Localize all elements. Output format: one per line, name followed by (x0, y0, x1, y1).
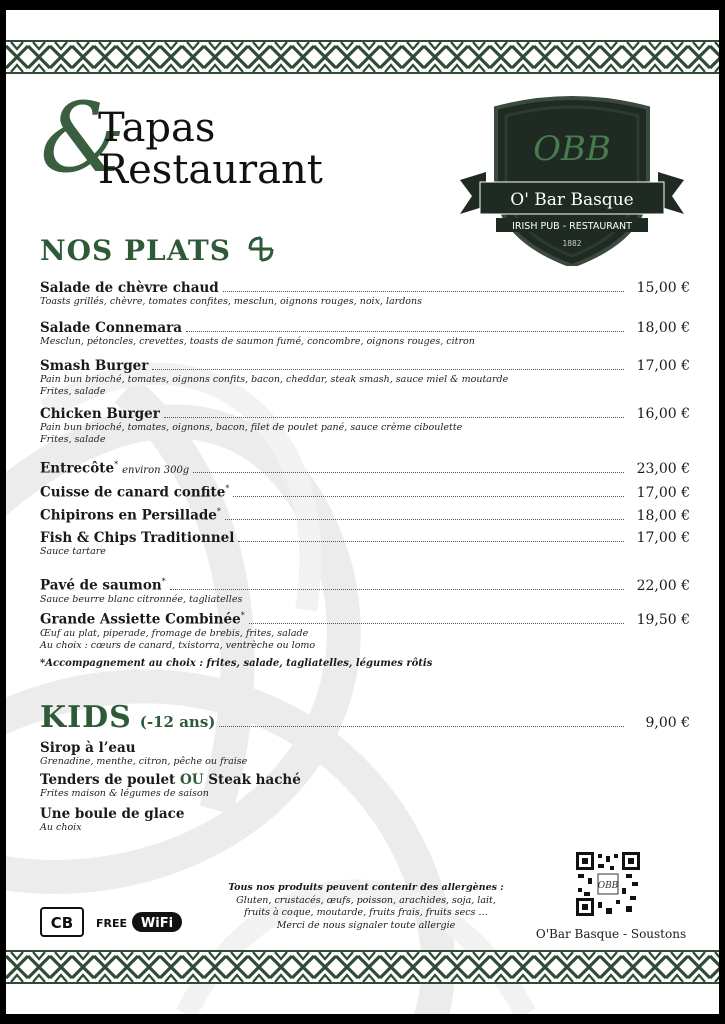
title-tapas: Tapas (98, 105, 216, 151)
menu-item-desc: Sauce beurre blanc citronnée, tagliatelles (40, 593, 243, 605)
menu-item-price: 16,00 € (636, 406, 690, 422)
kids-item (40, 772, 690, 800)
title-restaurant: Restaurant (98, 147, 323, 193)
menu-item-price: 18,00 € (636, 507, 690, 524)
menu-item-name (40, 507, 221, 524)
leader-dots (238, 541, 624, 542)
basque-cross-icon (246, 235, 276, 263)
allergens-line: Gluten, crustacés, œufs, poisson, arachides, soja, lait, (236, 894, 496, 906)
leader-dots (152, 369, 624, 370)
menu-item-name-text: Entrecôte (40, 460, 115, 477)
menu-item-name-text: Grande Assiette Combinée (40, 611, 241, 628)
kids-price: 9,00 € (645, 715, 690, 731)
menu-item-name (40, 320, 182, 336)
menu-item-price: 17,00 € (636, 530, 690, 546)
qr-code (576, 852, 640, 916)
menu-item (40, 358, 690, 398)
svg-text:FREE: FREE (96, 917, 128, 930)
kids-header (40, 700, 690, 735)
allergens-line: Merci de nous signaler toute allergie (276, 919, 456, 931)
allergens-notice (216, 882, 516, 932)
kids-item-name-a: Tenders de poulet (40, 772, 176, 788)
kids-title: KIDS (40, 700, 132, 735)
section-title-plats (40, 234, 276, 267)
menu-item-name (40, 577, 166, 594)
menu-item-desc: Frites, salade (40, 386, 106, 397)
menu-item-name (40, 358, 148, 374)
kids-item (40, 806, 690, 834)
menu-item-desc: Sauce tartare (40, 546, 106, 557)
kids-age: (-12 ans) (139, 713, 216, 731)
menu-item-name-text: Fish & Chips Traditionnel (40, 530, 235, 546)
menu-item (40, 320, 690, 348)
menu-item (40, 507, 690, 524)
menu-item (40, 611, 690, 652)
menu-item-desc: Frites, salade (40, 434, 106, 445)
menu-item-price: 17,00 € (636, 358, 690, 374)
kids-item-name: Sirop à l’eau (40, 740, 136, 756)
menu-item (40, 484, 690, 501)
menu-item-star: * (161, 577, 166, 586)
menu-item (40, 280, 690, 308)
kids-item-name (40, 772, 690, 788)
menu-item-star: * (114, 460, 119, 469)
svg-text:WiFi: WiFi (140, 916, 174, 931)
menu-item-note: environ 300g (122, 464, 190, 476)
title-ampersand: & (40, 82, 126, 194)
allergens-line: fruits à coque, moutarde, fruits frais, fruits secs … (244, 907, 488, 918)
menu-item-desc: Au choix : cœurs de canard, txistorra, ventrèche ou lomo (40, 639, 316, 651)
menu-item-desc: Œuf au plat, piperade, fromage de brebis, frites, salade (40, 627, 309, 639)
menu-item-star: * (216, 507, 221, 516)
cb-card-icon (40, 907, 84, 937)
menu-sheet (6, 10, 719, 1014)
celtic-knot-border-top (6, 40, 719, 74)
svg-text:OBB: OBB (597, 881, 619, 891)
menu-item-star: * (240, 611, 245, 620)
menu-item-name-text: Chicken Burger (40, 406, 160, 422)
allergens-head: Tous nos produits peuvent contenir des allergènes : (228, 882, 504, 893)
leader-dots (225, 519, 624, 520)
logo-monogram: OBB (533, 129, 611, 169)
kids-item-desc: Au choix (40, 822, 82, 833)
menu-item-desc: Pain bun brioché, tomates, oignons confits, bacon, cheddar, steak smash, sauce miel & moutarde (40, 374, 509, 385)
leader-dots (223, 291, 624, 292)
kids-item-name-b: Steak haché (208, 772, 301, 788)
menu-item-price: 19,50 € (636, 611, 690, 628)
kids-item-desc: Frites maison & légumes de saison (40, 788, 209, 799)
wifi-icon (96, 908, 186, 936)
menu-item-name (40, 460, 189, 477)
menu-item-desc: Pain bun brioché, tomates, oignons, bacon, filet de poulet pané, sauce crème ciboulette (40, 422, 463, 433)
menu-item-name-text: Salade de chèvre chaud (40, 280, 219, 296)
menu-item (40, 460, 690, 477)
leader-dots (233, 496, 624, 497)
celtic-knot-border-bottom (6, 950, 719, 984)
menu-item-name-text: Pavé de saumon (40, 577, 162, 594)
logo-year: 1882 (562, 239, 582, 248)
accompaniment-footnote: *Accompagnement au choix : frites, salade, tagliatelles, légumes rôtis (40, 658, 433, 669)
menu-item-name (40, 530, 234, 546)
signature: O'Bar Basque - Soustons (535, 927, 687, 941)
title-block (40, 82, 380, 218)
logo-name: O' Bar Basque (510, 190, 634, 210)
menu-item-name (40, 611, 245, 628)
menu-item-price: 18,00 € (636, 320, 690, 336)
leader-dots (249, 623, 624, 624)
leader-dots (170, 589, 624, 590)
kids-item-name: Une boule de glace (40, 806, 185, 822)
leader-dots (186, 331, 624, 332)
obar-basque-logo (456, 88, 688, 266)
plats-title-text: NOS PLATS (40, 234, 231, 267)
menu-item-name-text: Cuisse de canard confite (40, 484, 226, 501)
menu-item-desc: Toasts grillés, chèvre, tomates confites, mesclun, oignons rouges, noix, lardons (40, 296, 423, 307)
menu-item-star: * (225, 484, 230, 493)
menu-item-name (40, 406, 160, 422)
kids-item (40, 740, 690, 768)
menu-item-name-text: Salade Connemara (40, 320, 182, 336)
menu-item-price: 22,00 € (636, 577, 690, 594)
menu-item (40, 577, 690, 606)
menu-item-price: 15,00 € (636, 280, 690, 296)
menu-item-name-text: Smash Burger (40, 358, 149, 374)
menu-item-name-text: Chipirons en Persillade (40, 507, 217, 524)
leader-dots (193, 472, 624, 473)
menu-item (40, 406, 690, 446)
svg-text:CB: CB (50, 914, 74, 932)
menu-item-price: 23,00 € (636, 460, 690, 477)
menu-item-price: 17,00 € (636, 484, 690, 501)
leader-dots (219, 726, 624, 727)
menu-item-desc: Mesclun, pétoncles, crevettes, toasts de saumon fumé, concombre, oignons rouges, citron (40, 336, 475, 347)
kids-item-desc: Grenadine, menthe, citron, pêche ou fraise (40, 756, 248, 767)
leader-dots (164, 417, 624, 418)
menu-item (40, 530, 690, 558)
kids-item-or: OU (180, 772, 204, 788)
menu-item-name (40, 484, 229, 501)
menu-item-name (40, 280, 219, 296)
logo-subtitle: IRISH PUB - RESTAURANT (512, 221, 632, 232)
